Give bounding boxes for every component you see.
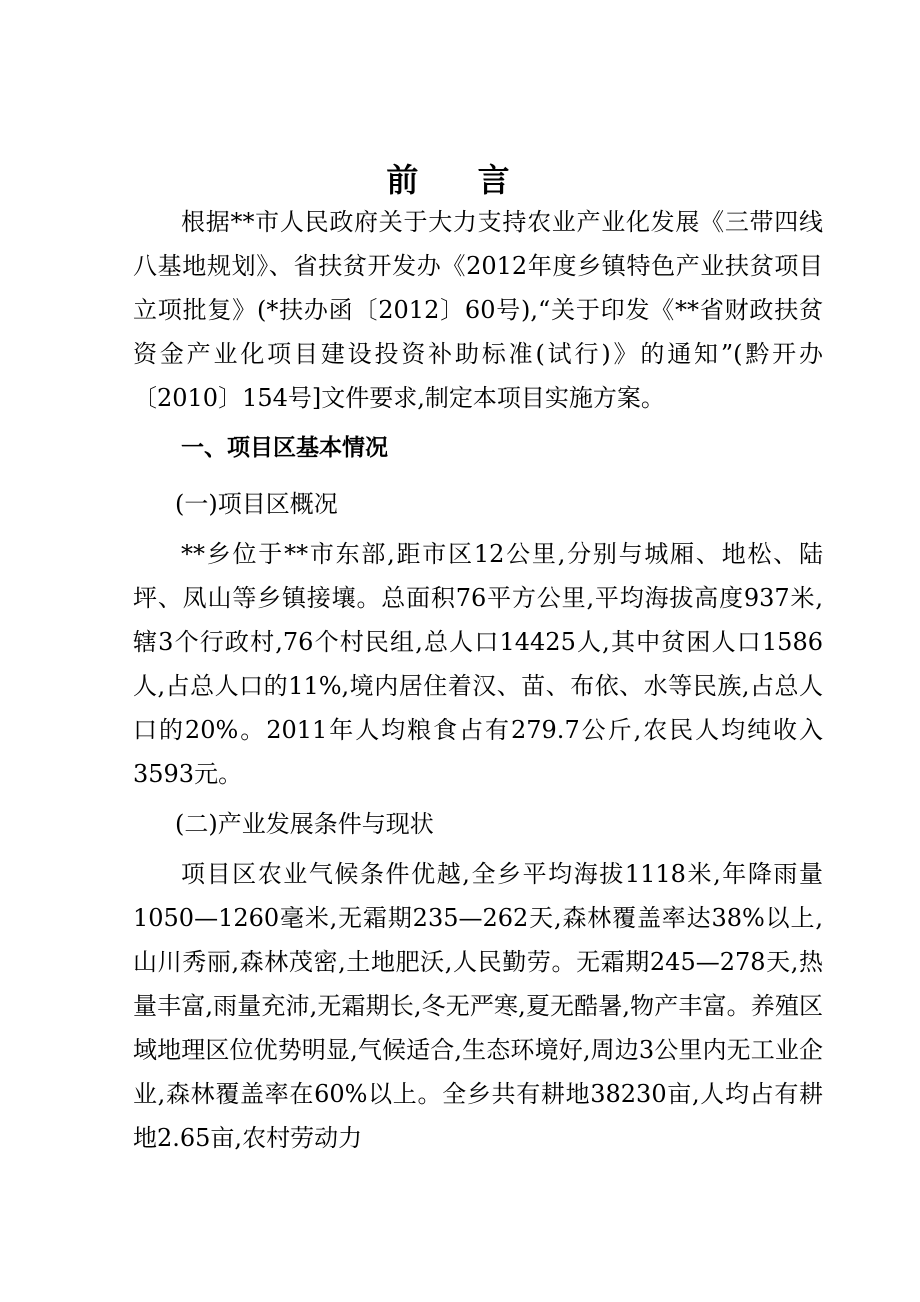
- document-body: [133, 200, 823, 1160]
- intro-paragraph: 根据**市人民政府关于大力支持农业产业化发展《三带四线八基地规划》、省扶贫开发办《2012年度乡镇特色产业扶贫项目立项批复》(*扶办函〔2012〕60号),“关于印发《**省财政扶贫资金产业化项目建设投资补助标准(试行)》的通知”(黔开办〔2010〕154号]文件要求,制定本项目实施方案。: [133, 208, 823, 412]
- industry-paragraph: 项目区农业气候条件优越,全乡平均海拔1118米,年降雨量1050—1260毫米,无霜期235—262天,森林覆盖率达38%以上, 山川秀丽,森林茂密,土地肥沃,人民勤劳。无霜期245—278天,热量丰富,雨量充沛,无霜期长,冬无严寒,夏无酷暑,物产丰富。养殖区域地理区位优势明显,气候适合,生态环境好,周边3公里内无工业企业,森林覆盖率在60%以上。全乡共有耕地38230亩,人均占有耕地2.65亩,农村劳动力: [133, 860, 823, 1152]
- subsection-heading-industry: (二)产业发展条件与现状: [175, 810, 434, 838]
- overview-paragraph: **乡位于**市东部,距市区12公里,分别与城厢、地松、陆坪、凤山等乡镇接壤。总面积76平方公里,平均海拔高度937米,辖3个行政村,76个村民组,总人口14425人,其中贫困人口1586人,占总人口的11%,境内居住着汉、苗、布依、水等民族,占总人口的20%。2011年人均粮食占有279.7公斤,农民人均纯收入3593元。: [133, 540, 823, 788]
- section-heading-basic-info: 一、项目区基本情况: [181, 435, 388, 461]
- page-title: 前 言: [386, 161, 534, 199]
- subsection-heading-overview: (一)项目区概况: [175, 490, 338, 518]
